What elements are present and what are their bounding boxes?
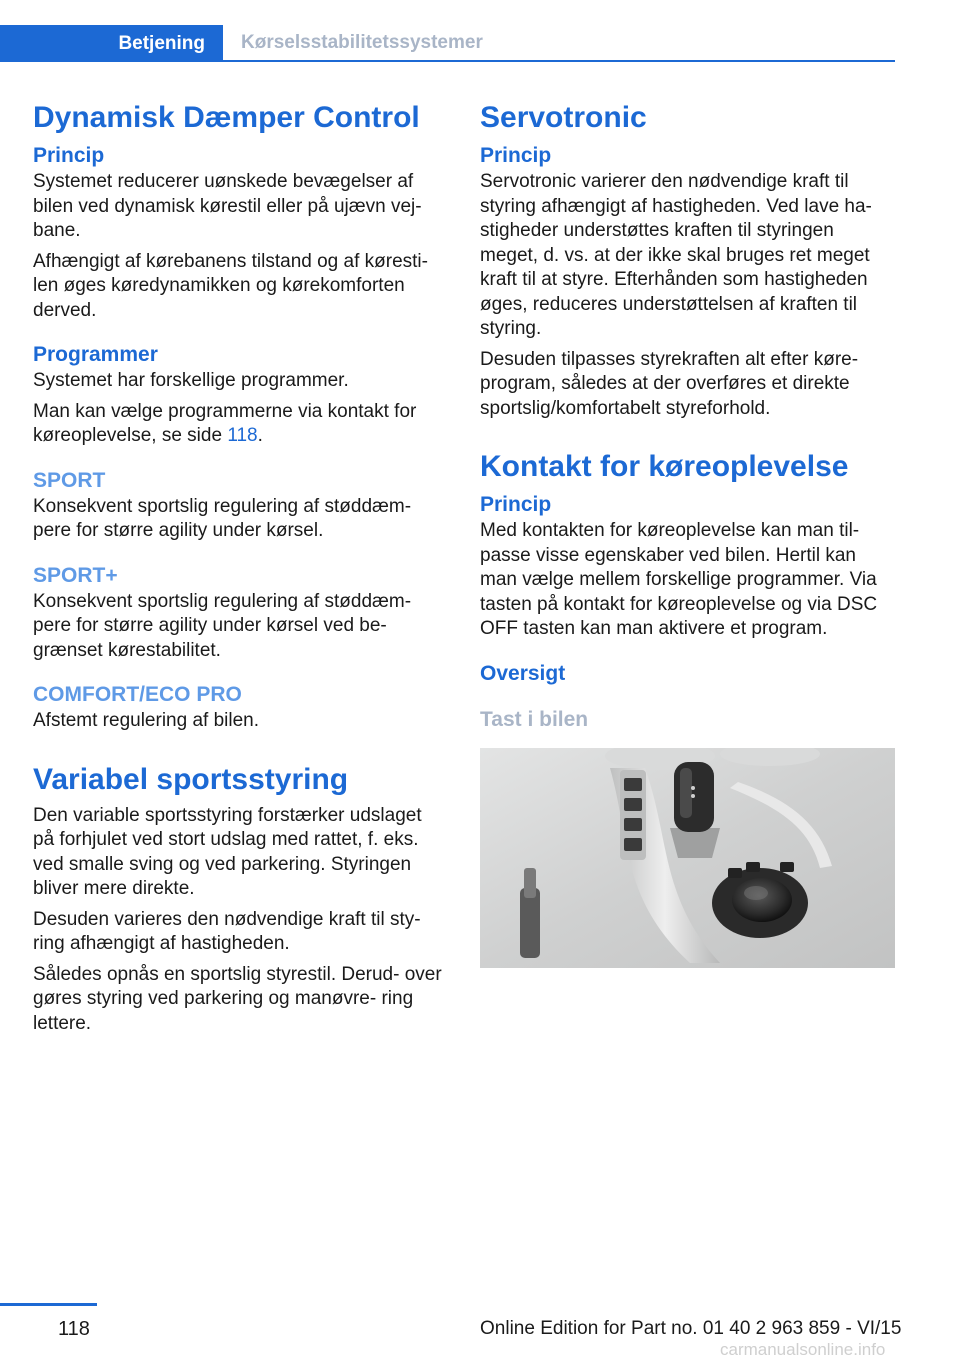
center-console-photo [480, 748, 895, 968]
heading-comfort-eco-pro: COMFORT/ECO PRO [33, 683, 242, 706]
paragraph: Afstemt regulering af bilen. [33, 710, 260, 731]
page-number: 118 [58, 1318, 90, 1340]
section-title-kontakt-for-koreoplevelse: Kontakt for køreoplevelse [480, 450, 849, 483]
paragraph: Konsekvent sportslig regulering af støddæm‐ pere for større agility under kørsel. [33, 495, 412, 541]
heading-princip: Princip [480, 144, 552, 167]
tab-underline [223, 60, 895, 62]
left-column [33, 100, 448, 1042]
heading-oversigt: Oversigt [480, 661, 566, 685]
section-title-variabel-sportsstyring: Variabel sportsstyring [33, 762, 349, 796]
paragraph: Desuden tilpasses styrekraften alt efter køre‐ program, således at der overføres et direkte sportslig/komfortabelt styreforhold. [480, 348, 859, 419]
section-title-servotronic: Servotronic [480, 101, 647, 134]
heading-sport: SPORT [33, 468, 106, 492]
tab-betjening[interactable]: Betjening [0, 25, 223, 62]
heading-princip: Princip [480, 493, 552, 516]
paragraph: Systemet har forskellige programmer. [33, 370, 349, 391]
paragraph: Konsekvent sportslig regulering af støddæm‐ pere for større agility under kørsel ved be‐ grænset kørestabilitet. [33, 590, 412, 661]
page-link-118[interactable]: 118 [227, 425, 258, 446]
paragraph: Desuden varieres den nødvendige kraft til sty‐ ring afhængigt af hastigheden. [33, 908, 421, 954]
section-title-dynamisk-daemper: Dynamisk Dæmper Control [33, 101, 420, 134]
heading-programmer: Programmer [33, 343, 158, 366]
heading-princip: Princip [33, 144, 105, 167]
paragraph-text: Man kan vælge programmerne via kontakt for køreoplevelse, se side [33, 400, 417, 446]
paragraph-end: . [257, 425, 263, 446]
header-tabbar [0, 25, 960, 62]
footer-rule [0, 1303, 97, 1306]
paragraph: Således opnås en sportslig styrestil. Derud‐ over gøres styring ved parkering og manøvre‐ ring lettere. [33, 963, 442, 1034]
paragraph: Med kontakten for køreoplevelse kan man til‐ passe visse egenskaber ved bilen. Hertil kan man vælge mellem forskellige programmer. Via tasten på kontakt for køreoplevelse og via DSC OFF tasten kan man aktivere et program. [480, 520, 878, 639]
heading-tast-i-bilen: Tast i bilen [480, 707, 589, 731]
tab-korselsstabilitetssystemer[interactable]: Kørselsstabilitetssystemer [241, 31, 483, 53]
paragraph: Afhængigt af kørebanens tilstand og af køresti‐ len øges køredynamikken og kørekomforten derved. [33, 250, 428, 321]
edition-label: Online Edition for Part no. 01 40 2 963 859 - VI/15 [480, 1318, 902, 1339]
center-console-illustration [480, 748, 895, 968]
paragraph: Servotronic varierer den nødvendige kraft til styring afhængigt af hastigheden. Ved lave ha‐ stigheder understøttes kraften til styringen meget, d. vs. at der ikke skal bruges ret meget kraft til at styre. Efterhånden som hastigheden øges, reduceres understøttelsen af kraften til styring. [480, 171, 872, 339]
paragraph: Den variable sportsstyring forstærker udslaget på forhjulet ved stort udslag med rattet, f. eks. ved smalle sving og ved parkering. Styringen bliver mere direkte. [33, 804, 422, 899]
right-column [480, 100, 895, 968]
watermark: carmanualsonline.info [720, 1340, 886, 1359]
paragraph: Systemet reducerer uønskede bevægelser af bilen ved dynamisk kørestil eller på ujævn vej‐ bane. [33, 171, 422, 241]
heading-sport-plus: SPORT+ [33, 563, 118, 587]
paragraph [33, 400, 448, 449]
